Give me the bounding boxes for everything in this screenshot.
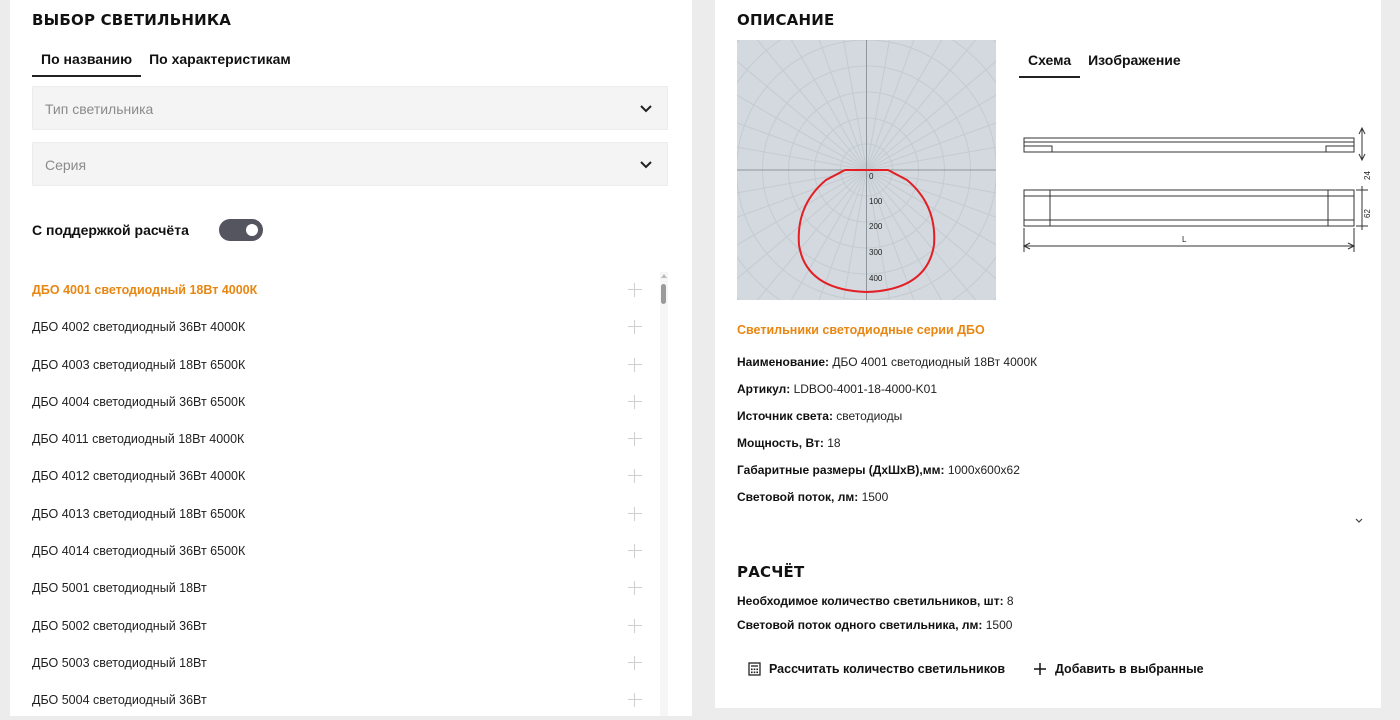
polar-label-400: 400	[869, 274, 883, 283]
calc-support-row	[32, 219, 263, 241]
list-item[interactable]	[32, 533, 656, 570]
scheme-drawing	[1018, 120, 1378, 260]
info-value: LDBO0-4001-18-4000-K01	[793, 382, 938, 396]
list-item-label: ДБО 5004 светодиодный 36Вт	[32, 693, 207, 708]
description-title: ОПИСАНИЕ	[737, 11, 835, 29]
calc-flux-per-unit	[737, 618, 1012, 632]
luminaire-type-placeholder: Тип светильника	[45, 101, 154, 117]
list-item-label: ДБО 4011 светодиодный 18Вт 4000К	[32, 432, 245, 447]
list-item-label: ДБО 4002 светодиодный 36Вт 4000К	[32, 320, 246, 335]
plus-icon[interactable]	[628, 544, 642, 558]
info-key: Артикул:	[737, 382, 791, 396]
list-scrollbar[interactable]	[660, 272, 668, 716]
polar-label-100: 100	[869, 197, 883, 206]
list-item-label: ДБО 5002 светодиодный 36Вт	[32, 618, 207, 633]
info-value: 18	[827, 436, 841, 450]
plus-icon[interactable]	[628, 656, 642, 670]
calc-title: РАСЧЁТ	[737, 563, 805, 581]
list-item[interactable]	[32, 309, 656, 346]
series-placeholder: Серия	[45, 157, 87, 173]
expand-chevron-icon[interactable]	[1355, 518, 1363, 524]
plus-icon[interactable]	[628, 395, 642, 409]
list-item-label: ДБО 4013 светодиодный 18Вт 6500К	[32, 506, 246, 521]
plus-icon[interactable]	[628, 693, 642, 707]
list-item-label: ДБО 5001 светодиодный 18Вт	[32, 581, 207, 596]
selection-title: ВЫБОР СВЕТИЛЬНИКА	[32, 11, 232, 29]
list-item[interactable]	[32, 272, 656, 309]
list-item[interactable]	[32, 608, 656, 645]
add-to-favorites-button[interactable]	[1033, 662, 1204, 676]
luminaire-type-select[interactable]	[32, 86, 668, 130]
dimension-scheme	[1018, 120, 1378, 260]
chevron-down-icon	[639, 160, 653, 170]
dim-depth-label: 62	[1363, 209, 1372, 218]
polar-label-200: 200	[869, 222, 883, 231]
list-item-label: ДБО 4012 светодиодный 36Вт 4000К	[32, 469, 246, 484]
plus-icon[interactable]	[628, 507, 642, 521]
list-item[interactable]	[32, 347, 656, 384]
calculate-button-label: Рассчитать количество светильников	[769, 662, 1006, 676]
list-item[interactable]	[32, 645, 656, 682]
tab-image[interactable]: Изображение	[1088, 52, 1181, 68]
list-item-label: ДБО 4001 светодиодный 18Вт 4000К	[32, 283, 258, 297]
toggle-knob	[246, 224, 258, 236]
info-value: 1500	[861, 490, 889, 504]
info-key: Световой поток, лм:	[737, 490, 859, 504]
info-key: Габаритные размеры (ДхШхВ),мм:	[737, 463, 945, 477]
calc-support-toggle[interactable]	[219, 219, 263, 241]
info-name	[737, 355, 1037, 369]
info-power	[737, 436, 841, 450]
info-luminous-flux	[737, 490, 888, 504]
plus-icon[interactable]	[628, 469, 642, 483]
list-item-label: ДБО 4003 светодиодный 18Вт 6500К	[32, 357, 246, 372]
series-title: Светильники светодиодные серии ДБО	[737, 323, 985, 337]
view-tabs	[1028, 52, 1197, 78]
list-item[interactable]	[32, 384, 656, 421]
selection-tabs	[41, 51, 307, 77]
tab-scheme[interactable]: Схема	[1019, 52, 1080, 78]
calc-key: Необходимое количество светильников, шт:	[737, 594, 1004, 608]
calc-support-label: С поддержкой расчёта	[32, 222, 189, 238]
calc-value: 8	[1006, 594, 1014, 608]
chevron-down-icon	[639, 104, 653, 114]
dim-length-label: L	[1182, 235, 1187, 244]
dim-height-label: 24	[1363, 171, 1372, 180]
list-item-label: ДБО 5003 светодиодный 18Вт	[32, 655, 207, 670]
list-item[interactable]	[32, 496, 656, 533]
info-value: 1000х600х62	[947, 463, 1020, 477]
list-item[interactable]	[32, 458, 656, 495]
plus-icon[interactable]	[628, 320, 642, 334]
calculator-icon	[748, 662, 761, 676]
description-panel	[715, 0, 1381, 708]
list-item[interactable]	[32, 421, 656, 458]
calc-value: 1500	[985, 618, 1013, 632]
info-value: светодиоды	[836, 409, 903, 423]
add-to-favorites-label: Добавить в выбранные	[1055, 662, 1204, 676]
light-distribution-diagram	[737, 40, 996, 300]
info-key: Мощность, Вт:	[737, 436, 824, 450]
scroll-up-arrow-icon[interactable]	[661, 274, 667, 278]
list-item[interactable]	[32, 682, 656, 719]
info-value: ДБО 4001 светодиодный 18Вт 4000К	[832, 355, 1038, 369]
polar-chart	[737, 40, 996, 300]
luminaire-list	[32, 272, 656, 720]
selection-panel	[10, 0, 692, 716]
info-key: Источник света:	[737, 409, 833, 423]
calc-required-count	[737, 594, 1014, 608]
info-light-source	[737, 409, 902, 423]
polar-label-0: 0	[869, 172, 874, 181]
info-key: Наименование:	[737, 355, 830, 369]
tab-by-name[interactable]: По названию	[32, 51, 141, 77]
plus-icon	[1033, 662, 1047, 676]
plus-icon[interactable]	[628, 432, 642, 446]
tab-by-characteristics[interactable]: По характеристикам	[149, 51, 291, 67]
series-select[interactable]	[32, 142, 668, 186]
plus-icon[interactable]	[628, 581, 642, 595]
scroll-thumb[interactable]	[661, 284, 666, 304]
polar-label-300: 300	[869, 248, 883, 257]
calc-key: Световой поток одного светильника, лм:	[737, 618, 983, 632]
calculate-button[interactable]	[748, 662, 1005, 676]
info-dimensions	[737, 463, 1020, 477]
list-item[interactable]	[32, 570, 656, 607]
info-article	[737, 382, 937, 396]
plus-icon[interactable]	[628, 619, 642, 633]
list-item-label: ДБО 4004 светодиодный 36Вт 6500К	[32, 394, 246, 409]
plus-icon[interactable]	[628, 358, 642, 372]
plus-icon[interactable]	[628, 283, 642, 297]
list-item-label: ДБО 4014 светодиодный 36Вт 6500К	[32, 544, 246, 559]
